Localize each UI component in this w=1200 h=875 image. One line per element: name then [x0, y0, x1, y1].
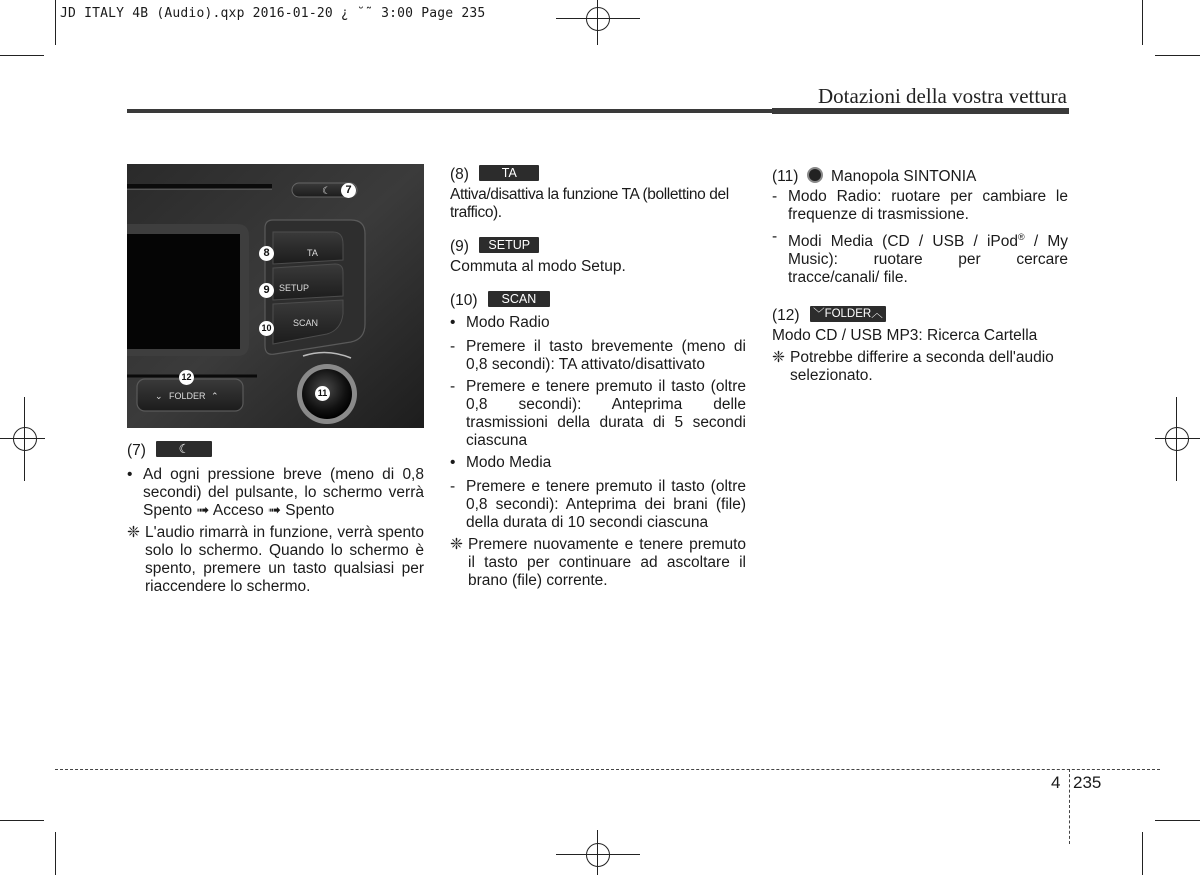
registered-mark: ®: [1018, 232, 1025, 242]
dash-symbol: -: [772, 188, 778, 205]
dash-radio-2-text: Premere e tenere premuto il tasto (oltre 0,8 secondi): Anteprima delle trasmissioni della durata di 5 secondi ciascuna: [466, 378, 746, 449]
item-7-label: (7): [127, 442, 146, 459]
note: [127, 524, 424, 596]
page-number: 235: [1073, 773, 1102, 792]
item-10-badge: SCAN: [488, 291, 550, 307]
bullet-symbol: •: [127, 466, 133, 483]
item-9-label: (9): [450, 238, 469, 255]
bullet-media-text: Modo Media: [466, 454, 552, 471]
dash-media-1-text: Premere e tenere premuto il tasto (oltre 0,8 secondi): Anteprima dei brani (file) della durata di 10 secondi ciascuna: [466, 478, 746, 531]
dash-symbol: -: [772, 228, 778, 245]
callout-7: 7: [341, 183, 356, 198]
svg-text:☾: ☾: [322, 186, 331, 197]
list-item: [450, 378, 746, 450]
bullet-radio-text: Modo Radio: [466, 314, 550, 331]
column-3: [772, 164, 1068, 385]
item-8-text: Attiva/disattiva la funzione TA (bollettino del traffico).: [450, 186, 729, 221]
scan-button-label: SCAN: [293, 318, 319, 328]
note: [450, 536, 746, 590]
list-item: [772, 188, 1068, 224]
list-item: [450, 338, 746, 374]
note-12-text: Potrebbe differire a seconda dell'audio selezionato.: [790, 349, 1054, 385]
tuning-knob-icon: [807, 167, 823, 183]
dash-symbol: -: [450, 478, 456, 495]
audio-unit-illustration: [127, 164, 424, 428]
item-8-label: (8): [450, 166, 469, 183]
item-8-heading: [450, 164, 746, 186]
dash-11-1-text: Modo Radio: ruotare per cambiare le frequenze di trasmissione.: [788, 188, 1068, 223]
header-rule-accent: [772, 108, 1069, 114]
chevron-up-icon: ︿: [871, 308, 883, 321]
note-media-text: Premere nuovamente e tenere premuto il tasto per continuare ad ascoltare il brano (file) corrente.: [468, 536, 746, 589]
ta-button-label: TA: [307, 248, 318, 258]
setup-button-label: SETUP: [279, 283, 310, 293]
dash-radio-1-text: Premere il tasto brevemente (meno di 0,8 secondi): TA attivato/disattivato: [466, 338, 746, 373]
list-item: [450, 478, 746, 532]
printer-slug: JD ITALY 4B (Audio).qxp 2016-01-20 ¿ ˘˜ 3:00 Page 235: [60, 6, 486, 21]
footer-rule: [55, 769, 1160, 770]
item-9-text: Commuta al modo Setup.: [450, 258, 626, 275]
item-12-text: Modo CD / USB MP3: Ricerca Cartella: [772, 327, 1038, 345]
dash-symbol: -: [450, 378, 456, 395]
item-7-note-text: L'audio rimarrà in funzione, verrà spento solo lo schermo. Quando lo schermo è spento, premere un tasto qualsiasi per riaccendere lo schermo.: [145, 524, 424, 595]
item-12-heading: [772, 305, 1068, 327]
item-9-badge: SETUP: [479, 237, 539, 253]
folder-button-label: FOLDER: [169, 391, 206, 401]
note-symbol: ❈: [450, 536, 463, 553]
section-title: Dotazioni della vostra vettura: [818, 84, 1067, 108]
item-7-heading: [127, 440, 424, 462]
item-9-heading: [450, 236, 746, 258]
list-item: [772, 228, 1068, 287]
callout-10: 10: [259, 321, 274, 336]
svg-text:⌄: ⌄: [155, 392, 163, 402]
footer-divider: [1069, 769, 1070, 844]
item-7-bullet-text: Ad ogni pressione breve (meno di 0,8 secondi) del pulsante, lo schermo verrà Spento ➟ Acceso ➟ Spento: [143, 466, 424, 519]
note-symbol: ❈: [772, 349, 785, 367]
bullet-symbol: •: [450, 314, 456, 331]
list-item: [450, 314, 746, 332]
item-11-title: Manopola SINTONIA: [831, 168, 977, 185]
note-symbol: ❈: [127, 524, 140, 541]
item-10-label: (10): [450, 292, 478, 309]
callout-8: 8: [259, 246, 274, 261]
bullet-symbol: •: [450, 454, 456, 471]
dash-11-2-text-b: / My Music): ruotare per cercare tracce/canali/ file.: [788, 233, 1068, 287]
item-8-badge: TA: [479, 165, 539, 181]
dash-symbol: -: [450, 338, 456, 355]
item-12-label: (12): [772, 307, 800, 325]
item-12-badge-label: FOLDER: [824, 308, 872, 321]
item-11-heading: [772, 166, 1068, 188]
item-10-heading: [450, 290, 746, 312]
column-2: [450, 164, 746, 590]
callout-11: 11: [315, 386, 330, 401]
dash-11-2-text-a: Modi Media (CD / USB / iPod: [788, 233, 1018, 251]
svg-text:⌃: ⌃: [211, 392, 219, 402]
callout-9: 9: [259, 283, 274, 298]
item-11-label: (11): [772, 168, 799, 185]
column-1: [127, 440, 424, 596]
audio-unit-photo: [127, 164, 424, 428]
list-item: [450, 454, 746, 472]
callout-12: 12: [179, 370, 194, 385]
chapter-number: 4: [1051, 773, 1061, 792]
moon-button-icon: ☾: [156, 441, 212, 457]
note: [772, 349, 1068, 385]
item-12-badge: [810, 306, 886, 322]
chevron-down-icon: ﹀: [813, 308, 825, 321]
list-item: [127, 466, 424, 520]
